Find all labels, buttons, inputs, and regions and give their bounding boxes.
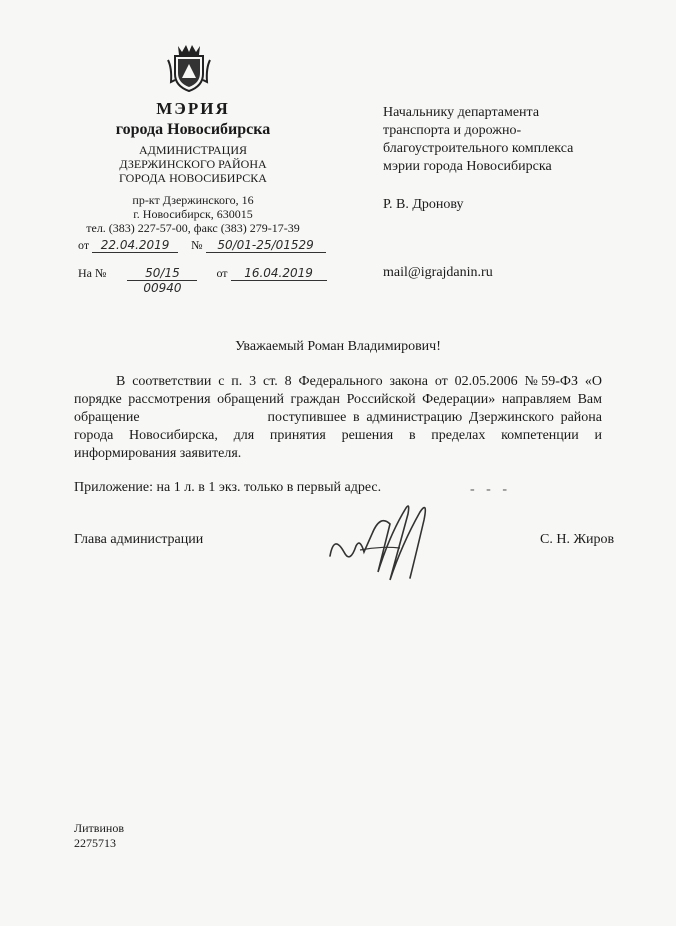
outgoing-number: 50/01-25/01529 [206, 238, 326, 253]
salutation: Уважаемый Роман Владимирович! [235, 339, 441, 354]
letter-body-part1: В соответствии с п. 3 ст. 8 Федерального закона от 02.05.2006 №59-ФЗ «О порядке рассмотрения обращений граждан Российской Федерации» направляем Вам обращение [74, 374, 602, 425]
recipient-name: Р. В. Дронову [383, 197, 464, 212]
outgoing-date: 22.04.2019 [92, 238, 178, 253]
author-phone: 2275713 [74, 836, 116, 850]
recipient-line3: благоустроительного комплекса [383, 141, 574, 156]
recipient-line4: мэрии города Новосибирска [383, 159, 552, 174]
dashed-mark: - - - [470, 482, 511, 497]
signatory-name: С. Н. Жиров [540, 532, 615, 547]
letter-body-part2: поступившее в администрацию Дзержинского района города Новосибирска, для принятия решения в пределах компетенции и информирования заявителя. [74, 410, 602, 461]
signatory-title: Глава администрации [74, 532, 204, 547]
reply-number-bottom: 00940 [143, 281, 182, 295]
author-name: Литвинов [74, 821, 124, 835]
letterhead-admin-line1: АДМИНИСТРАЦИЯ [139, 143, 247, 157]
from-label: от [78, 238, 90, 252]
letterhead-address-line1: пр-кт Дзержинского, 16 [132, 193, 254, 207]
recipient-block [383, 104, 643, 282]
letterhead-admin-line2: ДЗЕРЖИНСКОГО РАЙОНА [119, 157, 267, 171]
attachment-note: Приложение: на 1 л. в 1 экз. только в первый адрес. [74, 480, 382, 495]
letterhead-city: города Новосибирска [115, 121, 271, 138]
recipient-line1: Начальнику департамента [383, 105, 540, 120]
outgoing-reference [78, 238, 326, 253]
letterhead-address-line2: г. Новосибирск, 630015 [133, 207, 253, 221]
recipient-line2: транспорта и дорожно- [383, 123, 522, 138]
letterhead-title: МЭРИЯ [156, 99, 230, 118]
number-label: № [191, 238, 203, 252]
letter-body [74, 373, 602, 463]
footer [74, 821, 124, 851]
reply-date: 16.04.2019 [231, 266, 327, 281]
reply-from-label: от [216, 266, 228, 280]
reply-number-top: 50/15 [127, 266, 197, 281]
recipient-email: mail@igrajdanin.ru [383, 265, 493, 280]
letterhead-admin-line3: ГОРОДА НОВОСИБИРСКА [119, 171, 267, 185]
letterhead-phone: тел. (383) 227-57-00, факс (383) 279-17-39 [86, 221, 300, 235]
handwritten-signature [320, 494, 470, 584]
incoming-reference [78, 266, 327, 296]
coat-of-arms-icon [166, 44, 212, 92]
reply-label: На № [78, 266, 107, 280]
